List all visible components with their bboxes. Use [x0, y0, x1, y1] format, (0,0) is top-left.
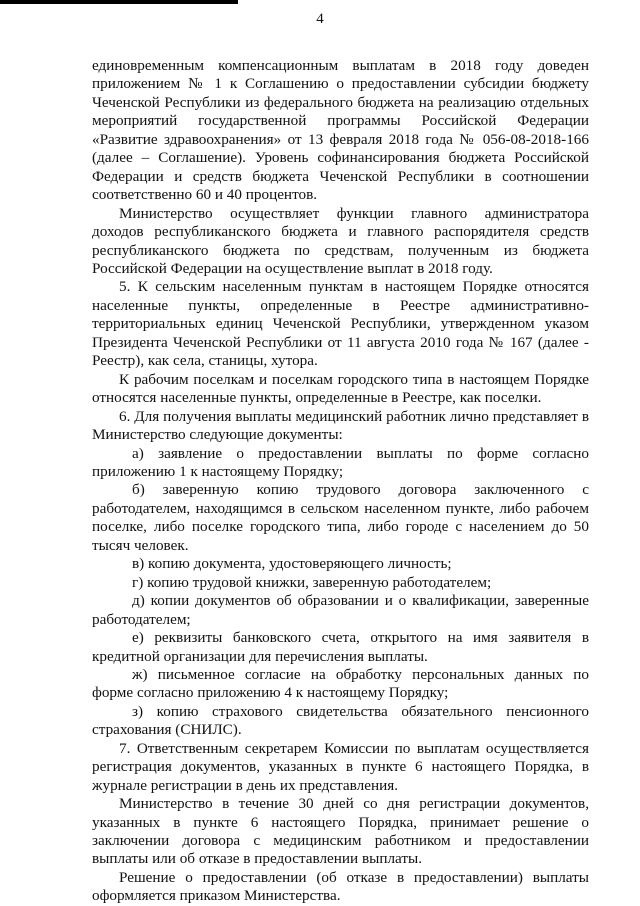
paragraph-work-settlements: К рабочим поселкам и поселкам городского типа в настоящем Порядке относятся населенные пункты, определенные в Реестре, как поселки.: [92, 370, 589, 407]
paragraph-ministry-functions: Министерство осуществляет функции главного администратора доходов республиканского бюджета и главного распорядителя средств республиканского бюджета по средствам, полученным из бюджета Российской Федерации на осуществление выплат в 2018 году.: [92, 204, 589, 277]
page-number: 4: [316, 11, 324, 27]
list-item-z: з) копию страхового свидетельства обязательного пенсионного страхования (СНИЛС).: [92, 702, 589, 739]
top-rule: [0, 0, 238, 4]
document-body: [92, 57, 589, 906]
list-item-zh: ж) письменное согласие на обработку персональных данных по форме согласно приложению 4 к настоящему Порядку;: [92, 665, 589, 702]
paragraph-item-6: 6. Для получения выплаты медицинский работник лично представляет в Министерство следующие документы:: [92, 407, 589, 444]
list-item-d: д) копии документов об образовании и о квалификации, заверенные работодателем;: [92, 592, 589, 628]
list-item-g: г) копию трудовой книжки, заверенную работодателем;: [132, 573, 492, 591]
paragraph-continuation: единовременным компенсационным выплатам в 2018 году доведен приложением № 1 к Соглашению о предоставлении субсидии бюджету Чеченской Республики из федерального бюджета на реализацию отдельных мероприятий государственной программы Российской Федерации «Развитие здравоохранения» от 13 февраля 2018 года № 056-08-2018-166 (далее – Соглашение). Уровень софинансирования бюджета Российской Федерации и средств бюджета Чеченской Республики в соотношении соответственно 60 и 40 процентов.: [92, 57, 589, 204]
list-item-v: в) копию документа, удостоверяющего личность;: [132, 555, 452, 573]
paragraph-ministry-decision: Министерство в течение 30 дней со дня регистрации документов, указанных в пункте 6 настоящего Порядка, принимает решение о заключении договора с медицинским работником и предоставлении выплаты или об отказе в предоставлении выплаты.: [92, 795, 589, 868]
list-item-a: а) заявление о предоставлении выплаты по форме согласно приложению 1 к настоящему Порядку;: [92, 444, 589, 480]
paragraph-item-5: 5. К сельским населенным пунктам в настоящем Порядке относятся населенные пункты, определенные в Реестре административно-территориальных единиц Чеченской Республики, утвержденном указом Президента Чеченской Республики от 11 августа 2010 года № 167 (далее - Реестр), как села, станицы, хутора.: [92, 278, 589, 370]
list-item-e: е) реквизиты банковского счета, открытого на имя заявителя в кредитной организации для перечисления выплаты.: [92, 629, 589, 665]
list-item-b: б) заверенную копию трудового договора заключенного с работодателем, находящимся в сельском населенном пункте, либо рабочем поселке, либо поселке городского типа, либо городе с населением до 50 тысяч человек.: [92, 481, 589, 554]
paragraph-item-7: 7. Ответственным секретарем Комиссии по выплатам осуществляется регистрация документов, указанных в пункте 6 настоящего Порядка, в журнале регистрации в день их представления.: [92, 739, 589, 794]
paragraph-decision-order: Решение о предоставлении (об отказе в предоставлении) выплаты оформляется приказом Министерства.: [92, 868, 589, 905]
